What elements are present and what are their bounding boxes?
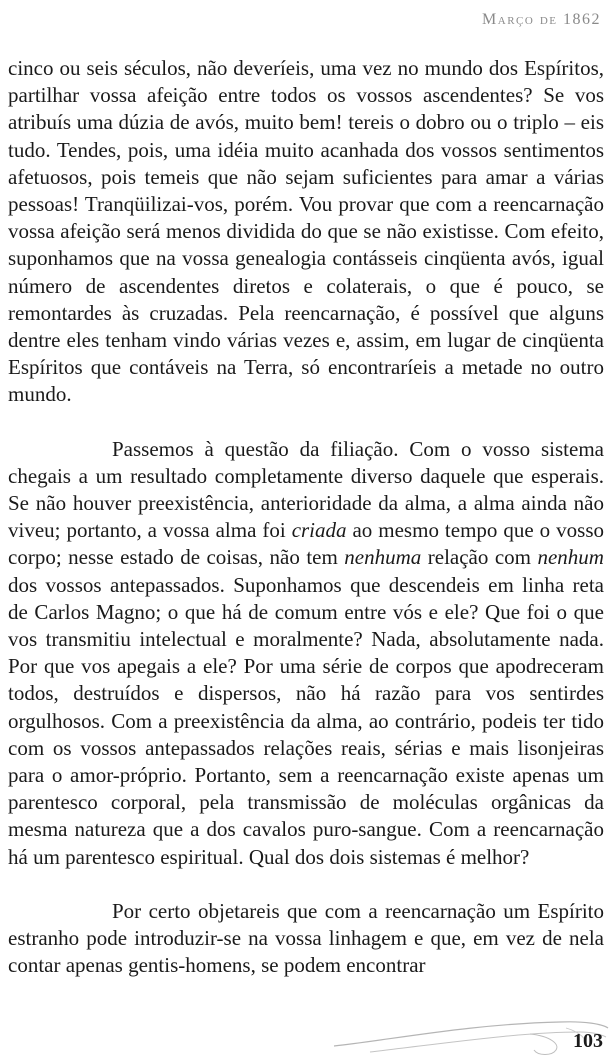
italic-emphasis: nenhuma: [344, 545, 422, 570]
running-header: Março de 1862: [482, 11, 601, 28]
body-text: [8, 55, 604, 980]
page-corner-ornament: [330, 1010, 611, 1064]
paragraph-3: [8, 898, 604, 980]
text-run: Por certo objetareis que com a reencarnação um Espírito estranho pode introduzir-se na vossa linhagem e que, em vez de nela contar apenas gentis-homens, se podem encontrar: [8, 898, 604, 978]
paragraph-1: [8, 55, 604, 409]
text-run: relação com: [421, 545, 538, 570]
text-run: Passemos à questão da filiação. Com o vosso sistema chegais a um resultado completamente diverso daquele que esperais. Se não houver preexistência, anterioridade da alma, a alma ainda não viveu; portanto, a vossa alma foi: [8, 436, 604, 543]
text-run: dos vossos antepassados. Suponhamos que descendeis em linha reta de Carlos Magno; o que há de comum entre vós e ele? Que foi o que vos transmitiu intelectual e moralmente? Nada, absolutamente nada. Por que vos apegais a ele? Por uma série de corpos que apodreceram todos, destruídos e dispersos, não há razão para vos sentirdes orgulhosos. Com a preexistência da alma, ao contrário, podeis ter tido com os vossos antepassados relações reais, sérias e mais lisonjeiras para o amor-próprio. Portanto, sem a reencarnação existe apenas um parentesco corporal, pela transmissão de moléculas orgânicas da mesma natureza que a dos cavalos puro-sangue. Com a reencarnação há um parentesco espiritual. Qual dos dois sistemas é melhor?: [8, 572, 604, 869]
paragraph-2: [8, 436, 604, 871]
italic-emphasis: nenhum: [537, 545, 604, 570]
text-run: ao mesmo tempo que o vosso corpo; nesse estado de coisas, não tem: [8, 518, 604, 570]
page-number: 103: [573, 1030, 603, 1052]
italic-emphasis: criada: [291, 518, 347, 543]
text-run: cinco ou seis séculos, não deveríeis, uma vez no mundo dos Espíritos, partilhar vossa afeição entre todos os vossos ascendentes? Se vos atribuís uma dúzia de avós, muito bem! tereis o dobro ou o triplo – eis tudo. Tendes, pois, uma idéia muito acanhada dos vossos sentimentos afetuosos, pois temeis que não sejam suficientes para amar a várias pessoas! Tranqüilizai-vos, porém. Vou provar que com a reencarnação vossa afeição será menos dividida do que se não existisse. Com efeito, suponhamos que na vossa genealogia contásseis cinqüenta avós, igual número de ascendentes diretos e colaterais, o que é pouco, se remontardes às cruzadas. Pela reencarnação, é possível que alguns dentre eles tenham vindo várias vezes e, assim, em lugar de cinqüenta Espíritos que contáveis na Terra, só encontraríeis a metade no outro mundo.: [8, 56, 604, 407]
